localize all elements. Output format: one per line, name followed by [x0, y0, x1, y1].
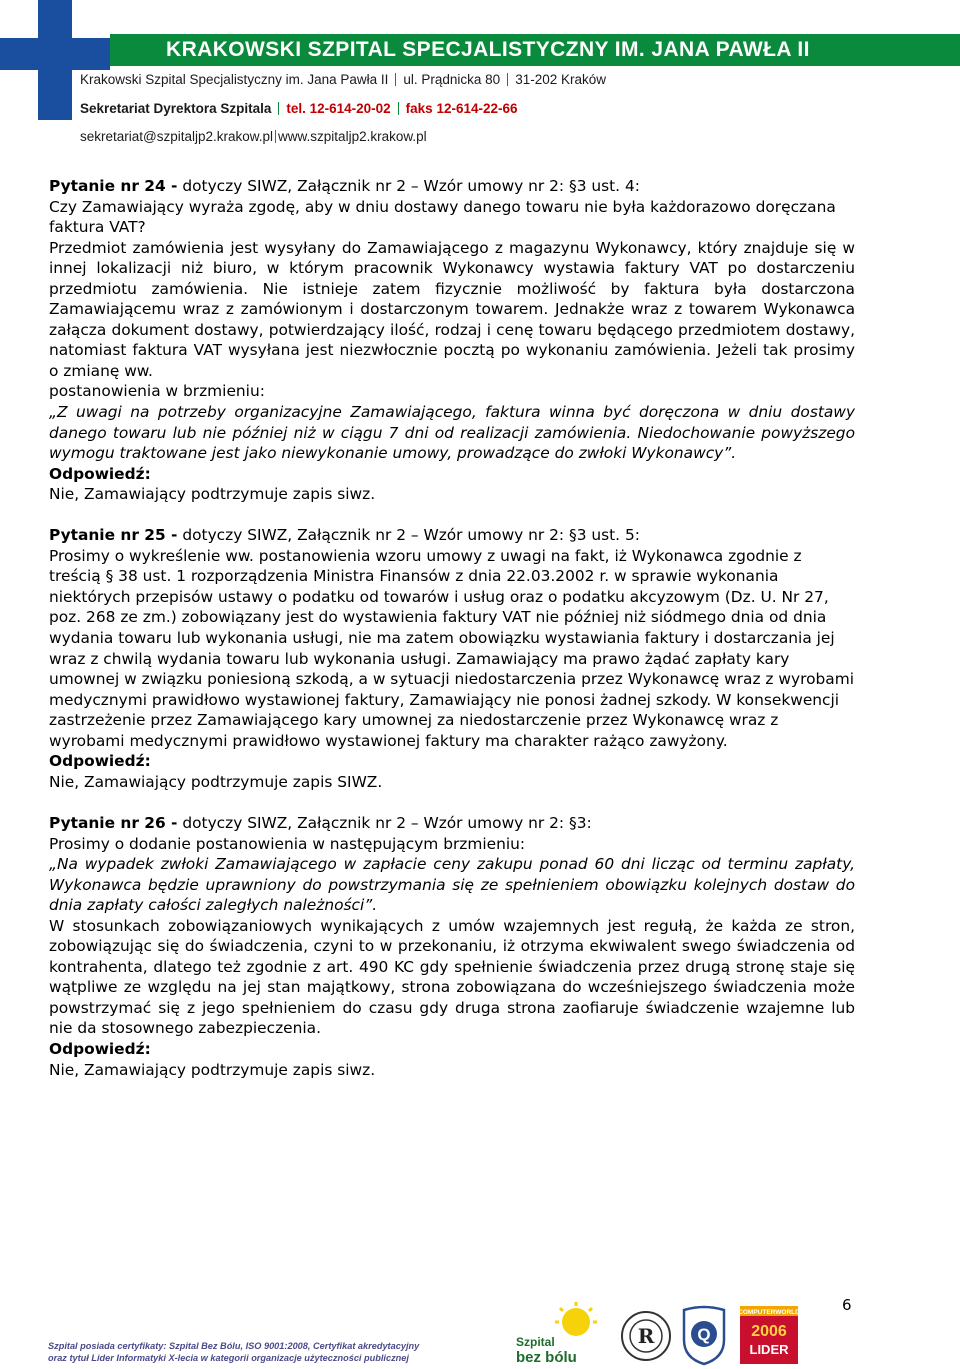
web-line	[80, 129, 427, 144]
question-25	[49, 525, 855, 792]
logo-text: Q	[697, 1325, 711, 1344]
answer-label: Odpowiedź:	[49, 1039, 151, 1058]
question-label: Pytanie nr 26 -	[49, 813, 178, 832]
accreditation-seal-logo	[622, 1312, 670, 1360]
page-number: 6	[842, 1296, 852, 1314]
question-text: postanowienia w brzmieniu:	[49, 382, 265, 401]
hospital-name: KRAKOWSKI SZPITAL SPECJALISTYCZNY IM. JANA PAWŁA II	[166, 38, 810, 61]
certificate-logos	[508, 1300, 828, 1366]
separator	[395, 73, 396, 86]
question-text: Czy Zamawiający wyraża zgodę, aby w dniu dostawy danego towaru nie była każdorazowo doręczana faktura VAT?	[49, 197, 836, 237]
address-line	[80, 72, 606, 87]
answer-text: Nie, Zamawiający podtrzymuje zapis siwz.	[49, 1060, 376, 1079]
proposed-clause: „Z uwagi na potrzeby organizacyjne Zamawiającego, faktura winna być doręczona w dniu dostawy danego towaru lub nie później niż w ciągu 7 dni od realizacji zamówienia. Niedochowanie powyższego wymogu traktowane jest jako niewykonanie umowy, prowadzące do zwłoki Wykonawcy”.	[49, 403, 855, 463]
email-link[interactable]: sekretariat@szpitaljp2.krakow.pl	[80, 129, 274, 144]
document-body	[49, 176, 855, 1080]
question-text: Prosimy o wykreślenie ww. postanowienia wzoru umowy z uwagi na fakt, iż Wykonawca zgodnie z treścią § 38 ust. 1 rozporządzenia Ministra Finansów z dnia 22.03.2002 r. w sprawie wykonania niektórych przepisów ustawy o podatku od towarów i usług oraz o podatku akcyzowym (Dz. U. Nr 27, poz. 268 ze zm.) zobowiązany jest do wystawienia faktury VAT nie później niż siódmego dnia od dnia wydania towaru lub wykonania usługi, nie ma zatem obowiązku wystawiania faktury i dostarczania jej wraz z chwilą wydania towaru lub wykonania usługi. Zamawiający ma prawo żądać zapłaty kary umownej w związku poniesioną szkodą, a w sytuacji niedostarczenia przez Wykonawcę wraz z wyrobami medycznymi prawidłowo wystawionej faktury, Zamawiający nie ponosi żadnej szkody. W konsekwencji zastrzeżenie przez Zamawiającego kary umownej za niedostarczenie przez Wykonawcę wraz z wyrobami medycznymi prawidłowo wystawionej faktury ma charakter rażąco zawyżony.	[49, 546, 854, 750]
question-text: Prosimy o dodanie postanowienia w następującym brzmieniu:	[49, 834, 526, 853]
website-link[interactable]: www.szpitaljp2.krakow.pl	[278, 129, 427, 144]
answer-text: Nie, Zamawiający podtrzymuje zapis siwz.	[49, 485, 376, 504]
question-label: Pytanie nr 24 -	[49, 177, 178, 195]
answer-text: Nie, Zamawiający podtrzymuje zapis SIWZ.	[49, 772, 383, 791]
question-heading	[49, 813, 855, 834]
separator	[278, 102, 279, 115]
logo-text: R	[637, 1324, 655, 1348]
question-subject: dotyczy SIWZ, Załącznik nr 2 – Wzór umowy nr 2: §3 ust. 4:	[177, 177, 640, 195]
logo-text: LIDER	[749, 1342, 789, 1357]
fax-number: faks 12-614-22-66	[405, 101, 518, 116]
logo-text: bez bólu	[516, 1349, 577, 1366]
letterhead	[0, 0, 960, 160]
question-heading	[49, 176, 855, 197]
certificates-note	[48, 1340, 498, 1364]
question-text: W stosunkach zobowiązaniowych wynikających z umów wzajemnych jest regułą, że każda ze stron, zobowiązując się do świadczenia, czyni to w przekonaniu, iż otrzyma ekwiwalent swego świadczenia od kontrahenta, dlatego też zgodnie z art. 490 KC gdy spełnienie świadczenia przez drugą stronę staje się wątpliwe ze względu na jej stan majątkowy, strona zobowiązana do wcześniejszego świadczenia może powstrzymać się z jego spełnieniem do czasu gdy druga strona zaofiaruje świadczenie wzajemne lub nie da stosownego zabezpieczenia.	[49, 916, 855, 1038]
separator	[275, 130, 276, 143]
logo-text: Szpital	[516, 1335, 555, 1349]
city: 31-202 Kraków	[515, 72, 606, 87]
question-label: Pytanie nr 25 -	[49, 526, 178, 545]
logo-text: COMPUTERWORLD	[738, 1309, 800, 1316]
question-text: Przedmiot zamówienia jest wysyłany do Zamawiającego z magazynu Wykonawcy, który znajduje się w innej lokalizacji niż biuro, w którym pracownik Wykonawcy wystawia faktury VAT po dostarczeniu przedmiotu zamówienia. Nie istnieje zatem fizycznie możliwość by faktura była dostarczona Zamawiającemu wraz z zamówionym i dostarczonym towarem. Jednakże wraz z towarem Wykonawca załącza dokument dostawy, potwierdzający ilość, rodzaj i cenę towaru będącego przedmiotem dostawy, natomiast faktura VAT wysyłana jest niezwłocznie pocztą po wykonaniu zamówienia. Jeżeli tak prosimy o zmianę ww.	[49, 238, 855, 380]
question-26	[49, 813, 855, 1080]
phone-number: tel. 12-614-20-02	[286, 101, 391, 116]
certificates-line: Szpital posiada certyfikaty: Szpital Bez Bólu, ISO 9001:2008, Certyfikat akredytacyjny	[48, 1341, 420, 1351]
answer-label: Odpowiedź:	[49, 464, 151, 483]
street: ul. Prądnicka 80	[403, 72, 501, 87]
office-name: Sekretariat Dyrektora Szpitala	[80, 101, 272, 116]
question-heading	[49, 525, 855, 546]
proposed-clause: „Na wypadek zwłoki Zamawiającego w zapłacie ceny zakupu ponad 60 dni licząc od terminu zapłaty, Wykonawca będzie uprawniony do powstrzymania się ze spełnieniem obowiązku kolejnych dostaw do dnia zapłaty całości zaległych należności”.	[49, 855, 855, 915]
separator	[398, 102, 399, 115]
hospital-full-name: Krakowski Szpital Specjalistyczny im. Jana Pawła II	[80, 72, 389, 87]
lider-informatyki-logo	[738, 1306, 800, 1364]
contact-line	[80, 101, 518, 116]
spacer	[49, 505, 855, 526]
iso-quality-logo	[684, 1307, 724, 1364]
question-subject: dotyczy SIWZ, Załącznik nr 2 – Wzór umowy nr 2: §3:	[177, 813, 592, 832]
logo-text: 2006	[751, 1323, 787, 1340]
szpital-bez-bolu-logo	[516, 1302, 597, 1366]
question-24	[49, 176, 855, 505]
answer-label: Odpowiedź:	[49, 752, 151, 771]
certificates-line: oraz tytuł Lider Informatyki X-lecia w kategorii organizacje użyteczności publicznej	[48, 1353, 409, 1363]
spacer	[49, 792, 855, 813]
question-subject: dotyczy SIWZ, Załącznik nr 2 – Wzór umowy nr 2: §3 ust. 5:	[177, 526, 640, 545]
separator	[507, 73, 508, 86]
